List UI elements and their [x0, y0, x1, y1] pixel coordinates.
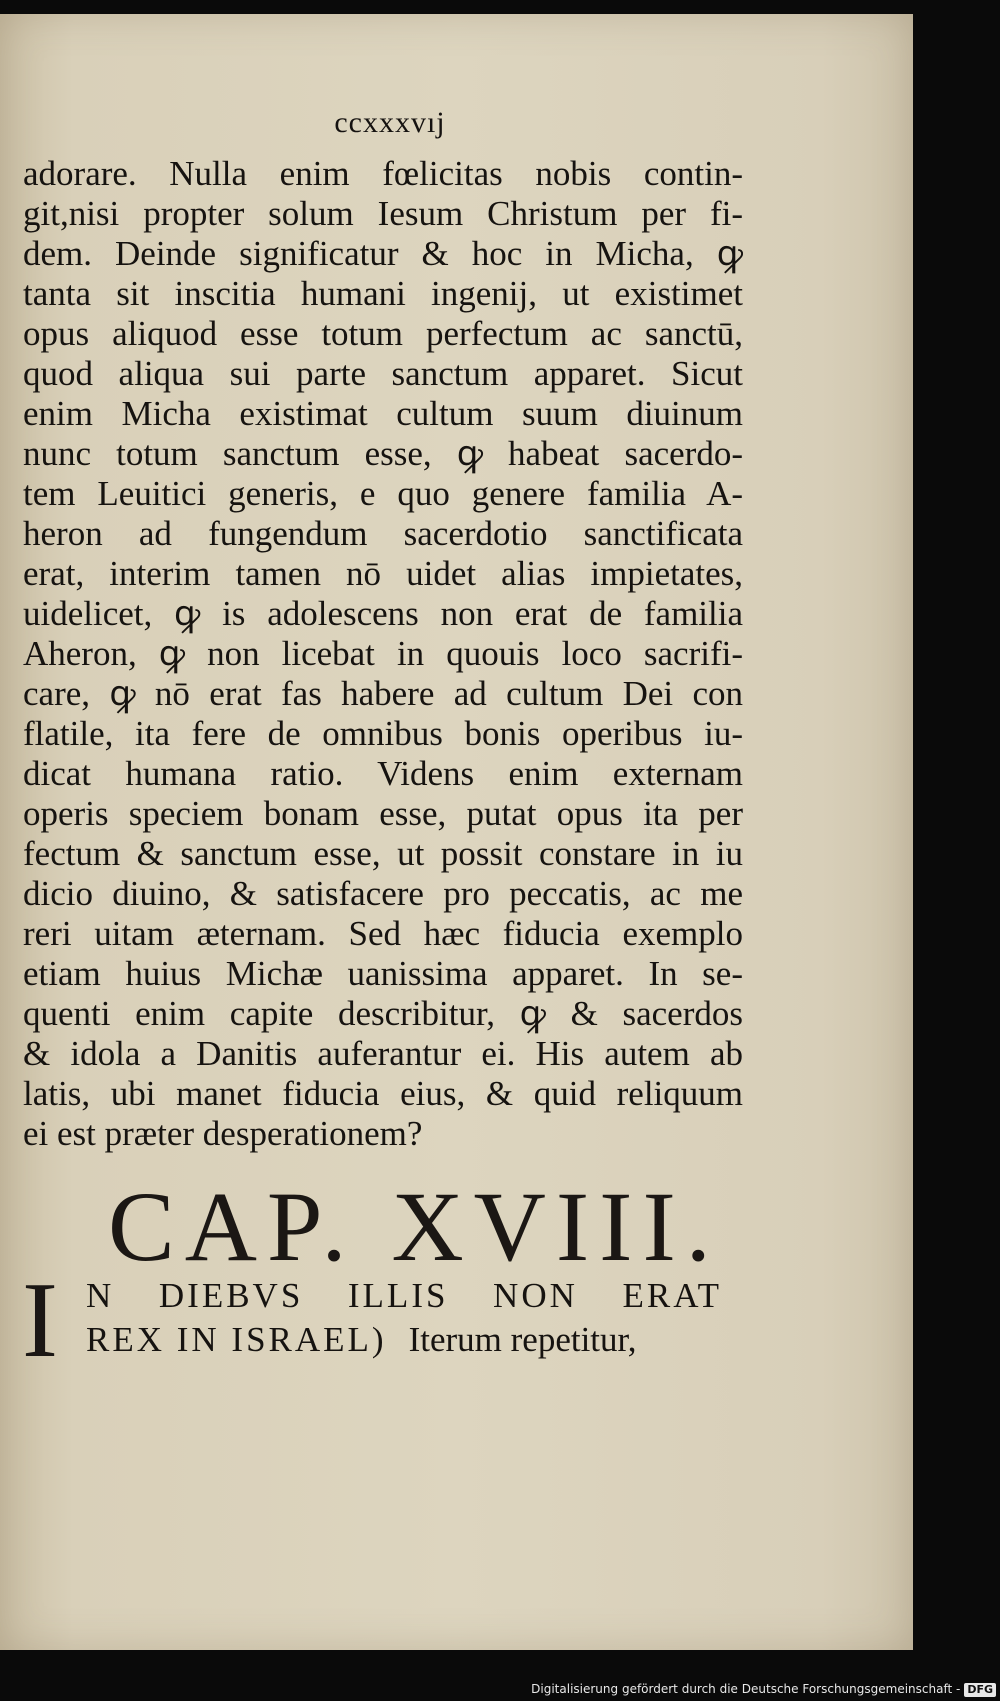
book-page	[0, 14, 913, 1650]
body-text	[23, 154, 743, 1154]
text-line: tanta sit inscitia humani ingenij, ut existimet	[23, 274, 743, 313]
text-line: flatile, ita fere de omnibus bonis operibus iu-	[23, 714, 743, 753]
text-line: care, ꝙ nō erat fas habere ad cultum Dei con	[23, 674, 743, 713]
text-line: reri uitam æternam. Sed hæc fiducia exemplo	[23, 914, 743, 953]
text-line: quenti enim capite describitur, ꝙ & sacerdos	[23, 994, 743, 1033]
text-line: operis speciem bonam esse, putat opus ita per	[23, 794, 743, 833]
text-line: dicio diuino, & satisfacere pro peccatis, ac me	[23, 874, 743, 913]
dfg-logo: DFG	[964, 1683, 996, 1697]
text-line: latis, ubi manet fiducia eius, & quid reliquum	[23, 1074, 743, 1113]
text-line: uidelicet, ꝙ is adolescens non erat de familia	[23, 594, 743, 633]
text-line: & idola a Danitis auferantur ei. His autem ab	[23, 1034, 743, 1073]
chapter-opening-line-2	[86, 1318, 722, 1362]
chapter-heading: CAP. XVIII.	[108, 1171, 721, 1282]
text-line: erat, interim tamen nō uidet alias impietates,	[23, 554, 743, 593]
drop-initial: I	[22, 1261, 58, 1380]
text-line: git,nisi propter solum Iesum Christum per fi-	[23, 194, 743, 233]
text-line: tem Leuitici generis, e quo genere familia A-	[23, 474, 743, 513]
text-line: opus aliquod esse totum perfectum ac sanctū,	[23, 314, 743, 353]
text-line: etiam huius Michæ uanissima apparet. In se-	[23, 954, 743, 993]
text-line: enim Micha existimat cultum suum diuinum	[23, 394, 743, 433]
digitization-credit	[531, 1682, 996, 1697]
text-line: dicat humana ratio. Videns enim externam	[23, 754, 743, 793]
chapter-opening-text: Iterum repetitur,	[408, 1320, 637, 1359]
text-line: dem. Deinde significatur & hoc in Micha, ꝙ	[23, 234, 743, 273]
text-line: adorare. Nulla enim fœlicitas nobis contin-	[23, 154, 743, 193]
credit-text: Digitalisierung gefördert durch die Deutsche Forschungsgemeinschaft -	[531, 1682, 961, 1696]
chapter-opening-line-1: N DIEBVS ILLIS NON ERAT	[86, 1276, 722, 1315]
text-line: ei est præter desperationem?	[23, 1114, 423, 1153]
text-line: heron ad fungendum sacerdotio sanctificata	[23, 514, 743, 553]
text-line: nunc totum sanctum esse, ꝙ habeat sacerdo-	[23, 434, 743, 473]
folio-number: ccxxxvıj	[334, 106, 446, 139]
text-line: fectum & sanctum esse, ut possit constare in iu	[23, 834, 743, 873]
text-line: Aheron, ꝙ non licebat in quouis loco sacrifi-	[23, 634, 743, 673]
chapter-opening-caps: REX IN ISRAEL)	[86, 1320, 387, 1359]
text-line: quod aliqua sui parte sanctum apparet. Sicut	[23, 354, 743, 393]
